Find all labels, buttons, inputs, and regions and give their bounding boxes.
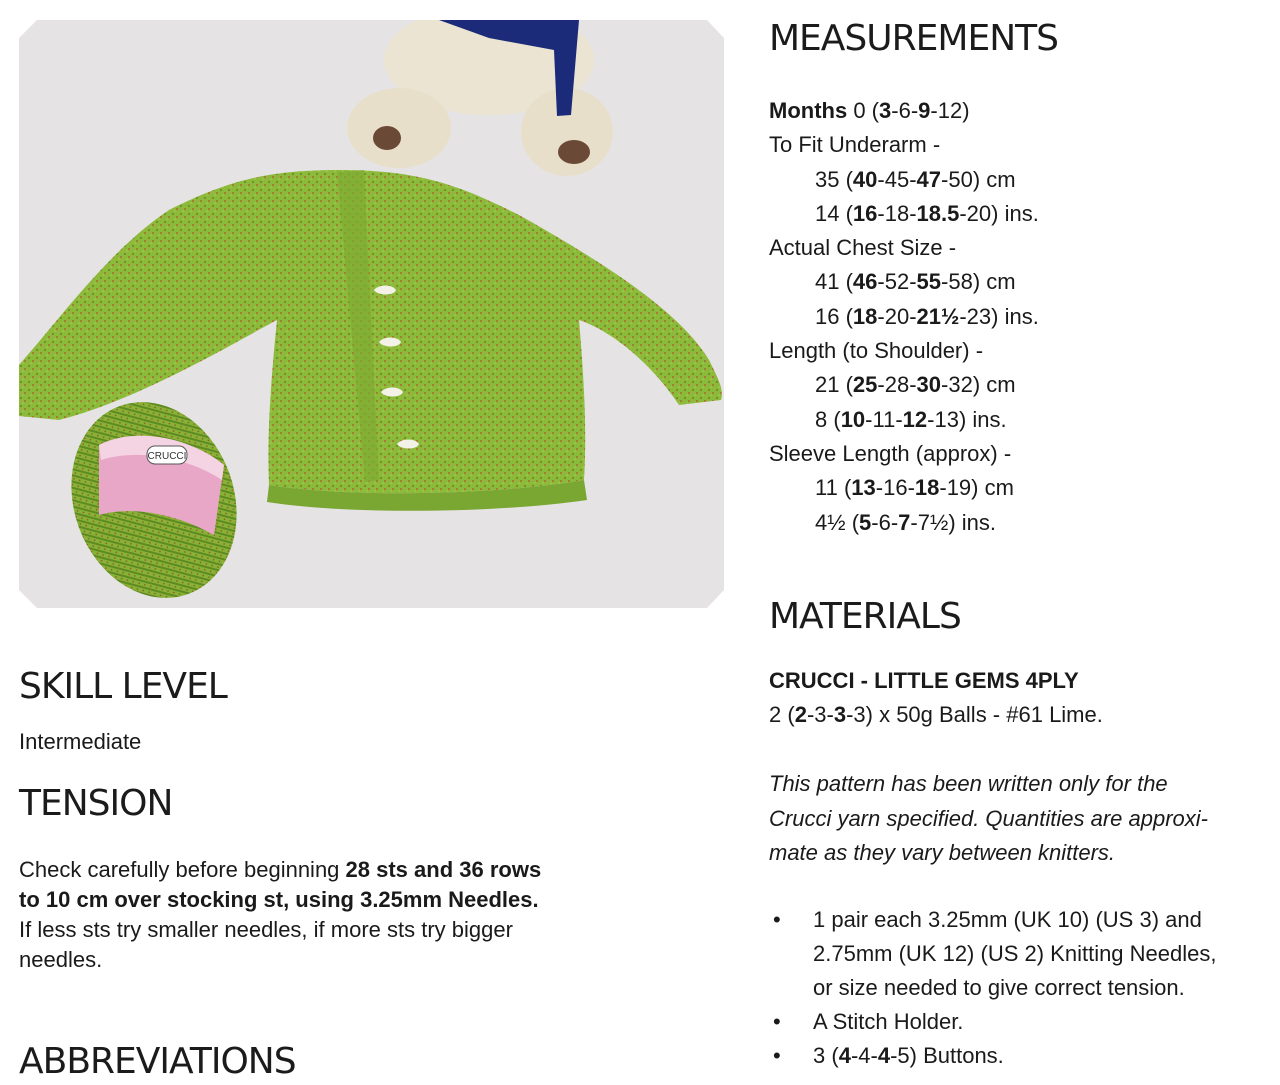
skill-level-heading: SKILL LEVEL	[19, 666, 227, 707]
measurements-heading: MEASUREMENTS	[769, 18, 1058, 59]
months-line: Months 0 (3-6-9-12)	[769, 98, 970, 123]
underarm-label: To Fit Underarm -	[769, 132, 941, 158]
measurements-list	[769, 94, 1039, 540]
materials-heading: MATERIALS	[769, 596, 961, 637]
length-in: 8 (10-11-12-13) ins.	[815, 406, 1007, 432]
underarm-in: 14 (16-18-18.5-20) ins.	[815, 200, 1039, 226]
list-item: • 1 pair each 3.25mm (UK 10) (US 3) and 2.75mm (UK 12) (US 2) Knitting Needles, or size needed to give correct tension.	[773, 907, 1217, 1000]
abbreviations-heading: ABBREVIATIONS	[19, 1041, 296, 1082]
list-item: • A Stitch Holder.	[773, 1009, 964, 1034]
sleeve-in: 4½ (5-6-7-7½) ins.	[815, 509, 997, 535]
list-item: • 3 (4-4-4-5) Buttons.	[773, 1043, 1004, 1068]
materials-yarn	[769, 664, 1103, 732]
yarn-quantity: 2 (2-3-3-3) x 50g Balls - #61 Lime.	[769, 702, 1103, 727]
sleeve-cm: 11 (13-16-18-19) cm	[815, 475, 1014, 501]
chest-cm: 41 (46-52-55-58) cm	[815, 269, 1016, 295]
sleeve-label: Sleeve Length (approx) -	[769, 440, 1012, 466]
underarm-cm: 35 (40-45-47-50) cm	[815, 166, 1016, 192]
tension-heading: TENSION	[19, 783, 173, 824]
cardigan-photo	[19, 20, 724, 608]
tension-text: Check carefully before beginning 28 sts and 36 rows to 10 cm over stocking st, using 3.25mm Needles. If less sts try smaller needles, if more sts try bigger needles.	[19, 857, 542, 972]
materials-note: This pattern has been written only for the Crucci yarn specified. Quantities are approxi- mate as they vary between knitters.	[769, 771, 1208, 865]
materials-list	[769, 903, 1217, 1073]
length-cm: 21 (25-28-30-32) cm	[815, 372, 1016, 398]
skill-level-value: Intermediate	[19, 729, 142, 754]
yarn-name: CRUCCI - LITTLE GEMS 4PLY	[769, 668, 1079, 693]
chest-in: 16 (18-20-21½-23) ins.	[815, 303, 1039, 329]
length-label: Length (to Shoulder) -	[769, 338, 984, 364]
yarn-label-text: CRUCCI	[147, 451, 187, 462]
chest-label: Actual Chest Size -	[769, 235, 957, 261]
